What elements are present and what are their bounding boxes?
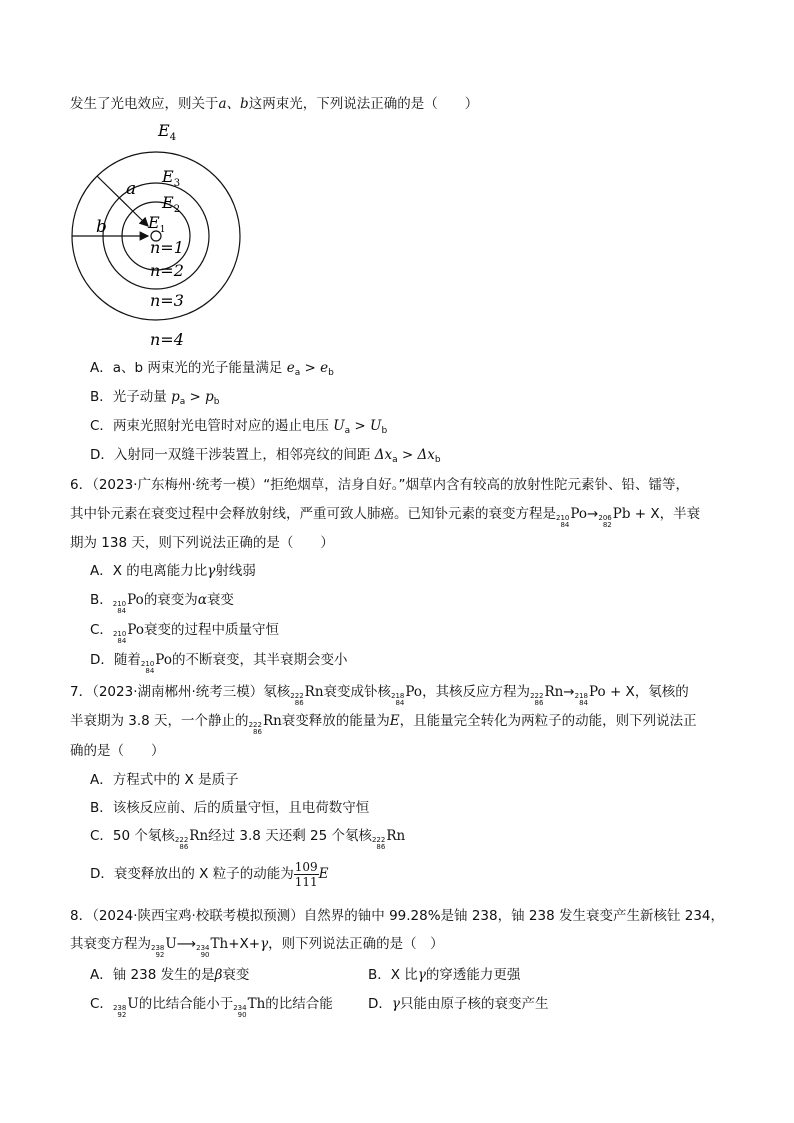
q6-line1: 6．（2023·广东梅州·统考一模）“拒绝烟草，洁身自好。”烟草内含有较高的放射性陀元素钋、铅、镭等， (70, 477, 690, 493)
q6-option-b: B． 210 84 Po的衰变为α衰变 (90, 592, 234, 615)
q5-option-b: B．光子动量 $p_a > p_b$ (90, 389, 220, 407)
q8-option-a: A．铀 238 发生的是β衰变 (90, 967, 250, 983)
label-n2: n=2 (150, 261, 184, 280)
fraction-109-111: $\frac{109}{111}$ (294, 859, 318, 889)
label-n3: n=3 (150, 291, 184, 310)
q6-option-a: A．X 的电离能力比γ射线弱 (90, 563, 256, 579)
label-e4: $E_4$ (158, 121, 177, 143)
nuclide-pb206: 206 82 (598, 514, 612, 529)
label-n4: n=4 (150, 330, 184, 349)
q7-line1: 7．（2023·湖南郴州·统考三模）氡核 222 86 Rn衰变成钋核 218 84 Po，其核反应方程为 222 86 Rn→ 218 84 Po + X，氡核的 (70, 684, 689, 707)
q8-line2: 其衰变方程为 238 92 U⟶ 234 90 Th+X+γ，则下列说法正确的是（ ） (70, 936, 444, 959)
q5-option-c: C．两束光照射光电管时对应的遏止电压 $U_a > U_b$ (90, 418, 388, 436)
q7-option-d: D．衰变释放出的 X 粒子的动能为 $\frac{109}{111}$ E (90, 859, 329, 889)
energy-level-diagram (66, 120, 246, 355)
q7-option-b: B．该核反应前、后的质量守恒，且电荷数守恒 (90, 800, 370, 816)
label-n1: n=1 (150, 238, 184, 257)
q7-option-a: A．方程式中的 X 是质子 (90, 772, 239, 788)
q6-option-d: D．随着 210 84 Po的不断衰变，其半衰期会变小 (90, 652, 348, 675)
q8-line1: 8．（2024·陕西宝鸡·校联考模拟预测）自然界的铀中 99.28%是铀 238，铀 238 发生衰变产生新核钍 234， (70, 908, 725, 924)
nuclide-po210: 210 84 (556, 514, 570, 529)
q8-option-c: C． 238 92 U的比结合能小于 234 90 Th的比结合能 (90, 996, 333, 1019)
label-e2: $E_2$ (162, 193, 181, 215)
q7-option-c: C．50 个氡核 222 86 Rn经过 3.8 天还剩 25 个氡核 222 86 Rn (90, 828, 406, 851)
q6-option-c: C． 210 84 Po衰变的过程中质量守恒 (90, 622, 279, 645)
q6-line3: 期为 138 天，则下列说法正确的是（ ） (70, 535, 334, 551)
q5-option-d: D．入射同一双缝干涉装置上，相邻亮纹的间距 $\Delta x_a > \Delta x_b$ (90, 447, 441, 465)
q8-option-b: B．X 比γ的穿透能力更强 (368, 967, 521, 983)
q5-stem: 发生了光电效应，则关于a、b这两束光，下列说法正确的是（ ） (70, 96, 479, 112)
q8-option-d: D．γ只能由原子核的衰变产生 (368, 996, 549, 1012)
label-e3: $E_3$ (162, 167, 181, 189)
q7-line2: 半衰期为 3.8 天，一个静止的 222 86 Rn衰变释放的能量为E，且能量完全转化为两粒子的动能，则下列说法正 (70, 713, 697, 736)
q6-line2: 其中钋元素在衰变过程中会释放射线，严重可致人肺癌。已知钋元素的衰变方程是 210 84 Po→ 206 82 Pb + X，半衰 (70, 506, 701, 529)
label-e1: $E_1$ (148, 213, 166, 235)
label-b: b (96, 217, 107, 237)
q5-option-a: A．a、b 两束光的光子能量满足 $e_a > e_b$ (90, 360, 334, 378)
q7-line3: 确的是（ ） (70, 743, 165, 759)
label-a: a (126, 179, 137, 199)
